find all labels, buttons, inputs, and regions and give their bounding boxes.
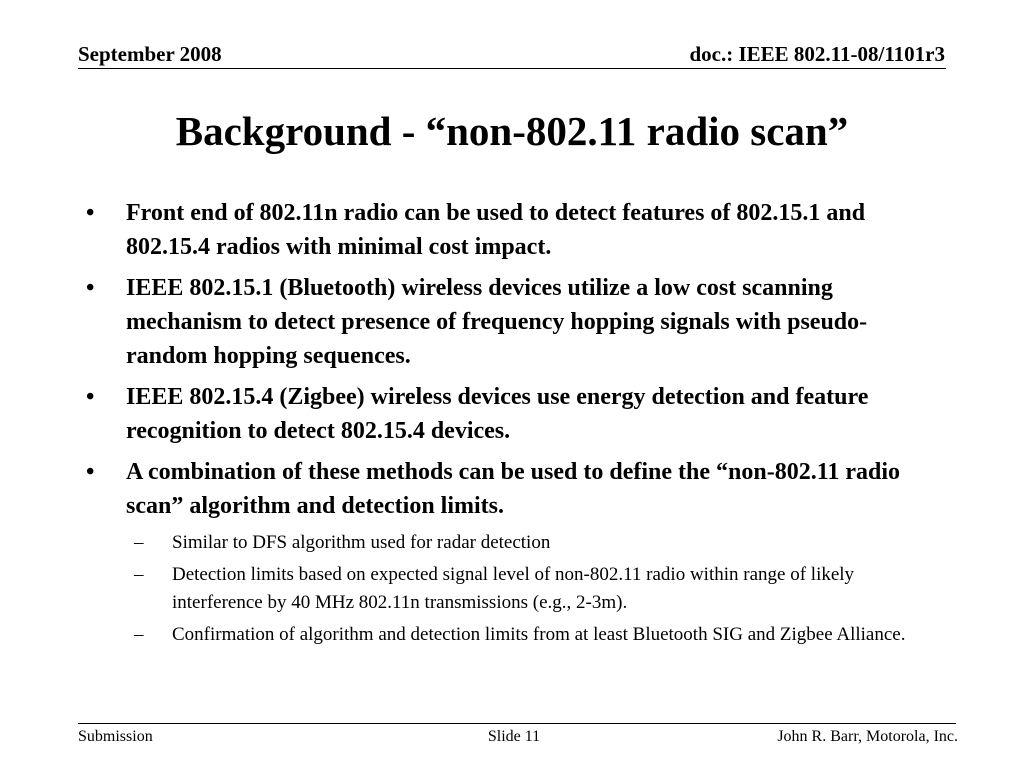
header-divider <box>78 68 946 69</box>
sub-bullet-list <box>126 529 946 649</box>
bullet-text: IEEE 802.15.4 (Zigbee) wireless devices use energy detection and feature recognition to detect 802.15.4 devices. <box>126 384 869 444</box>
bullet-icon: • <box>86 200 95 226</box>
sub-bullet-text: Similar to DFS algorithm used for radar detection <box>172 532 551 553</box>
footer-divider <box>78 723 956 724</box>
header-date: September 2008 <box>78 42 222 66</box>
dash-icon: – <box>134 624 144 645</box>
sub-bullet-item <box>126 561 946 617</box>
sub-bullet-item <box>126 529 946 557</box>
dash-icon: – <box>134 564 144 585</box>
bullet-icon: • <box>86 384 95 410</box>
bullet-item <box>86 380 946 448</box>
bullet-item <box>86 455 946 649</box>
bullet-item <box>86 196 946 264</box>
slide-title: Background - “non-802.11 radio scan” <box>175 108 849 154</box>
bullet-text: A combination of these methods can be used to define the “non-802.11 radio scan” algorithm and detection limits. <box>126 459 901 519</box>
bullet-item <box>86 271 946 373</box>
sub-bullet-item <box>126 621 946 649</box>
dash-icon: – <box>134 532 144 553</box>
footer-submission: Submission <box>78 728 153 745</box>
bullet-text: IEEE 802.15.1 (Bluetooth) wireless devices utilize a low cost scanning mechanism to detect presence of frequency hopping signals with pseudo-random hopping sequences. <box>126 275 868 369</box>
header-doc-id: doc.: IEEE 802.11-08/1101r3 <box>689 42 945 66</box>
bullet-icon: • <box>86 459 95 485</box>
sub-bullet-text: Detection limits based on expected signal level of non-802.11 radio within range of likely interference by 40 MHz 802.11n transmissions (e.g., 2-3m). <box>172 564 855 613</box>
sub-bullet-text: Confirmation of algorithm and detection limits from at least Bluetooth SIG and Zigbee Alliance. <box>172 624 906 645</box>
footer-author: John R. Barr, Motorola, Inc. <box>777 728 958 745</box>
bullet-icon: • <box>86 275 95 301</box>
bullet-text: Front end of 802.11n radio can be used to detect features of 802.15.1 and 802.15.4 radios with minimal cost impact. <box>126 200 866 260</box>
footer-slide-number: Slide 11 <box>487 728 541 745</box>
bullet-list <box>86 196 946 656</box>
